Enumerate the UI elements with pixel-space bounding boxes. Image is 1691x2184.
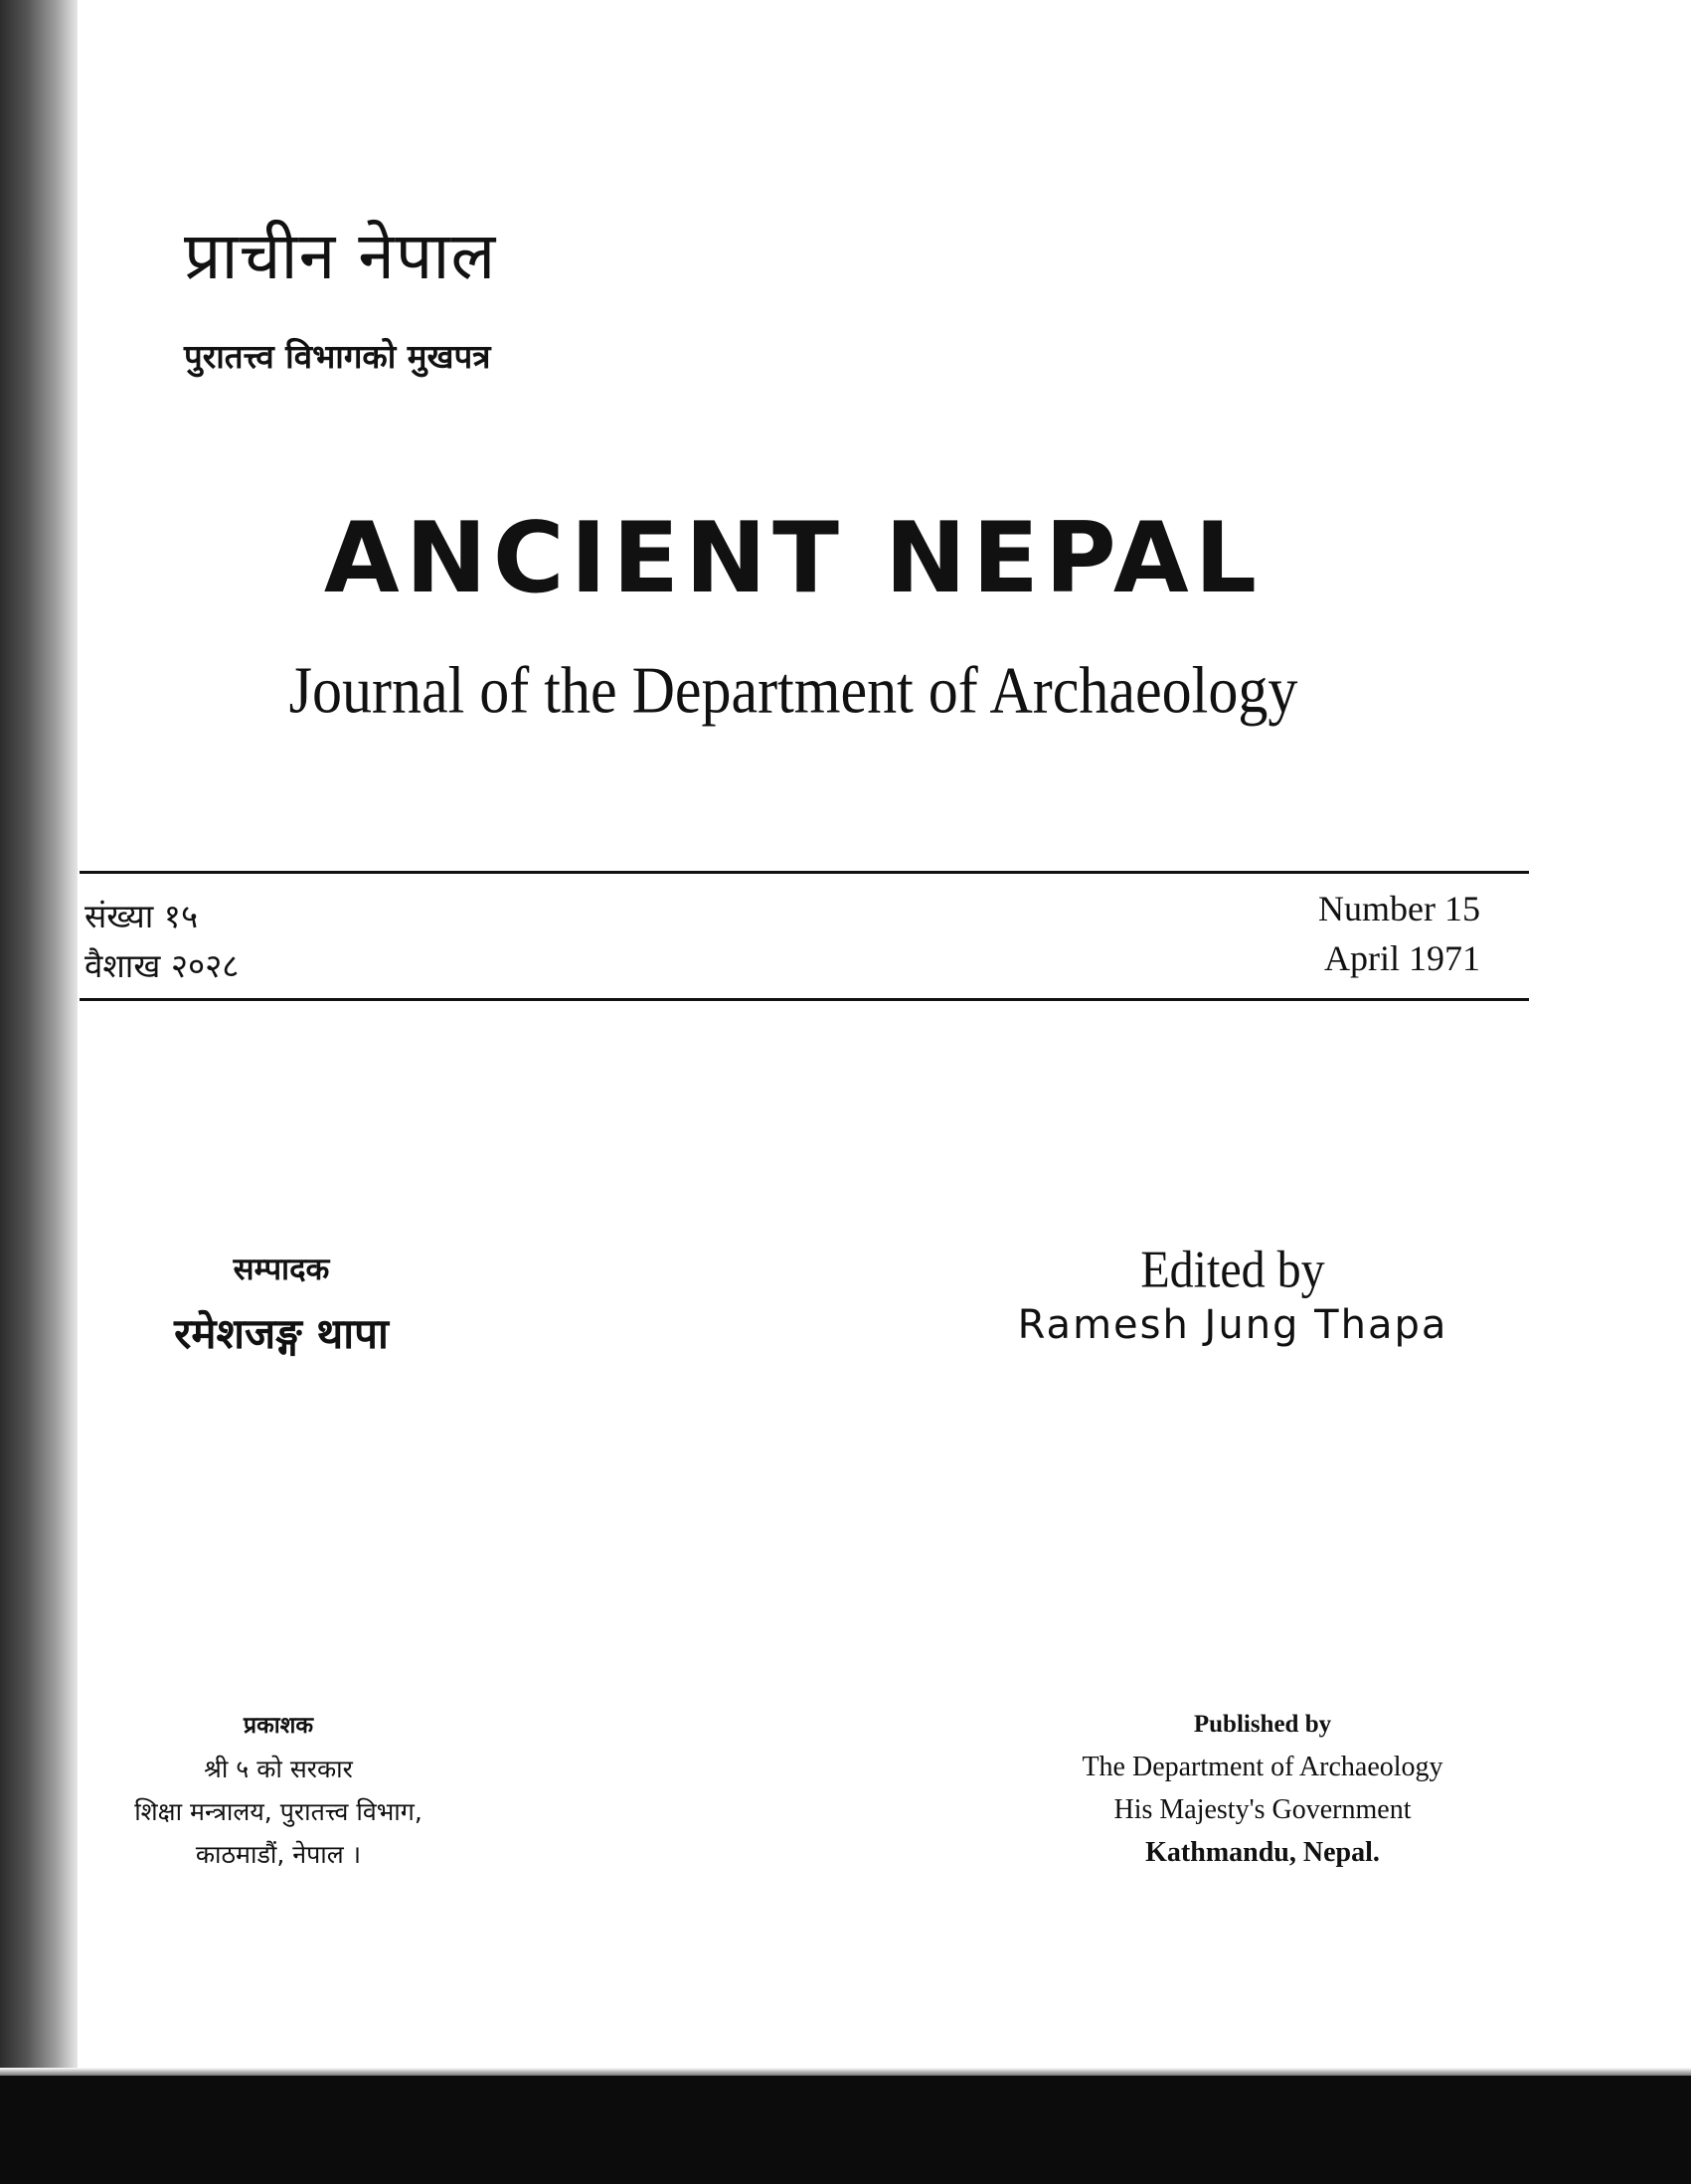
nepali-publisher-line: काठमाडौं, नेपाल ।	[195, 1840, 362, 1869]
nepali-publisher-block	[40, 1705, 517, 1876]
editor-label: Edited by	[1140, 1241, 1325, 1299]
nepali-editor-name: रमेशजङ्ग थापा	[174, 1309, 389, 1358]
bottom-rule-divider	[80, 998, 1529, 1001]
nepali-issue-number: संख्या १५	[85, 897, 199, 935]
publisher-line: His Majesty's Government	[1113, 1794, 1412, 1825]
issue-date: April 1971	[1324, 938, 1480, 978]
publisher-block	[1024, 1703, 1501, 1874]
nepali-journal-subtitle: पुरातत्त्व विभागको मुखपत्र	[184, 337, 491, 376]
publisher-label: Published by	[1193, 1711, 1332, 1738]
nepali-publisher-line: श्री ५ को सरकार	[204, 1755, 353, 1783]
publisher-line: Kathmandu, Nepal.	[1145, 1837, 1380, 1868]
scan-bottom-band	[0, 2076, 1691, 2184]
nepali-editor-label: सम्पादक	[233, 1252, 330, 1287]
nepali-publisher-label: प्रकाशक	[243, 1713, 313, 1739]
nepali-journal-title: प्राचीन नेपाल	[184, 218, 497, 294]
editor-name: Ramesh Jung Thapa	[1017, 1302, 1448, 1348]
publisher-line: The Department of Archaeology	[1082, 1752, 1443, 1782]
issue-number: Number 15	[1318, 889, 1480, 928]
top-rule-divider	[80, 871, 1529, 874]
nepali-publisher-line: शिक्षा मन्त्रालय, पुरातत्त्व विभाग,	[134, 1797, 423, 1826]
journal-title: ANCIENT NEPAL	[323, 502, 1264, 615]
journal-subtitle: Journal of the Department of Archaeology	[288, 652, 1298, 727]
nepali-issue-date: वैशाख २०२८	[85, 946, 240, 985]
